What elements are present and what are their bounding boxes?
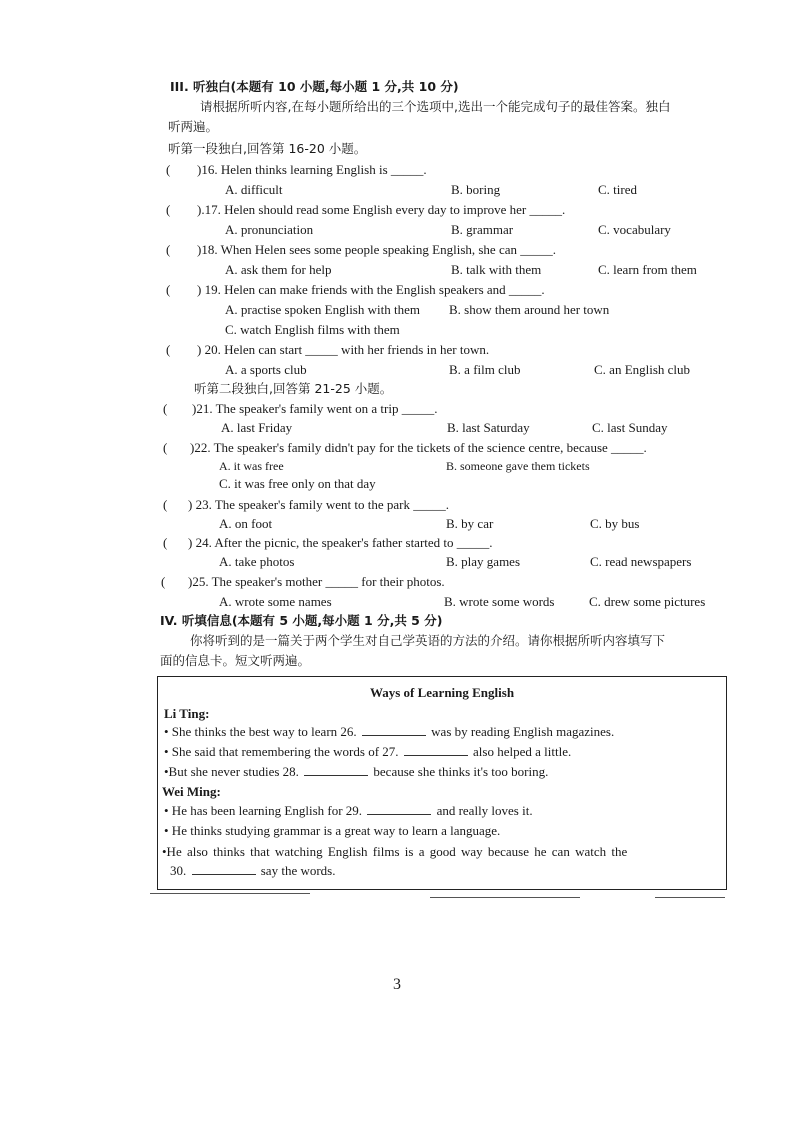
section-4-title: IV. 听填信息(本题有 5 小题,每小题 1 分,共 5 分) bbox=[160, 613, 443, 628]
blank-28[interactable] bbox=[304, 763, 368, 776]
section-4-instruction-cont: 面的信息卡。短文听两遍。 bbox=[160, 653, 311, 668]
option-b: B. by car bbox=[446, 516, 494, 531]
question-text: Helen should read some English every day to improve her _____. bbox=[224, 202, 566, 217]
option-b: B. wrote some words bbox=[444, 594, 555, 609]
question-text: The speaker's mother _____ for their photos. bbox=[211, 574, 445, 589]
part-2-intro: 听第二段独白,回答第 21-25 小题。 bbox=[194, 381, 393, 396]
option-a: A. pronunciation bbox=[225, 222, 314, 237]
question-number: )18. bbox=[197, 242, 218, 257]
option-a: A. it was free bbox=[219, 459, 284, 473]
question-text: Helen can start _____ with her friends in her town. bbox=[224, 342, 490, 357]
option-c: C. tired bbox=[598, 182, 637, 197]
answer-bracket[interactable]: ( bbox=[163, 535, 168, 550]
option-c: C. watch English films with them bbox=[225, 322, 400, 337]
question-number: ) 24. bbox=[188, 535, 212, 550]
question-text: When Helen sees some people speaking English, she can _____. bbox=[220, 242, 556, 257]
blank-29[interactable] bbox=[367, 802, 431, 815]
info-text: also helped a little. bbox=[473, 744, 572, 759]
blank-27[interactable] bbox=[404, 743, 468, 756]
scan-line bbox=[655, 897, 725, 898]
question-number: )16. bbox=[197, 162, 218, 177]
info-text: • She thinks the best way to learn 26. bbox=[164, 724, 357, 739]
option-c: C. read newspapers bbox=[590, 554, 692, 569]
section-3-title: III. 听独白(本题有 10 小题,每小题 1 分,共 10 分) bbox=[170, 79, 459, 94]
option-a: A. last Friday bbox=[221, 420, 293, 435]
option-a: A. wrote some names bbox=[219, 594, 332, 609]
info-line-28 bbox=[164, 763, 548, 781]
info-text: 30. bbox=[170, 863, 187, 878]
question-number: )21. bbox=[192, 401, 213, 416]
option-a: A. on foot bbox=[219, 516, 273, 531]
option-a: A. a sports club bbox=[225, 362, 307, 377]
info-line-27 bbox=[164, 743, 571, 761]
answer-bracket[interactable]: ( bbox=[166, 242, 171, 257]
option-b: B. a film club bbox=[449, 362, 521, 377]
scan-line bbox=[150, 893, 310, 894]
part-1-intro: 听第一段独白,回答第 16-20 小题。 bbox=[168, 141, 367, 156]
option-a: A. ask them for help bbox=[225, 262, 332, 277]
page-number: 3 bbox=[393, 976, 401, 993]
question-text: The speaker's family went to the park _____. bbox=[214, 497, 449, 512]
info-text: was by reading English magazines. bbox=[431, 724, 615, 739]
answer-bracket[interactable]: ( bbox=[163, 401, 168, 416]
section-3-instruction: 请根据所听内容,在每小题所给出的三个选项中,选出一个能完成句子的最佳答案。独白 bbox=[200, 99, 671, 114]
option-c: C. drew some pictures bbox=[589, 594, 706, 609]
option-a: A. take photos bbox=[219, 554, 295, 569]
option-a: A. practise spoken English with them bbox=[225, 302, 420, 317]
option-b: B. last Saturday bbox=[447, 420, 530, 435]
info-line-films: •He also thinks that watching English films is a good way because he can watch the bbox=[162, 844, 628, 859]
option-b: B. play games bbox=[446, 554, 521, 569]
answer-bracket[interactable]: ( bbox=[166, 342, 171, 357]
question-number: )25. bbox=[188, 574, 209, 589]
info-card bbox=[157, 676, 727, 890]
info-text: •But she never studies 28. bbox=[164, 764, 299, 779]
info-text: say the words. bbox=[260, 863, 336, 878]
option-c: C. last Sunday bbox=[592, 420, 668, 435]
option-c: C. it was free only on that day bbox=[219, 476, 376, 491]
scan-line bbox=[430, 897, 580, 898]
option-c: C. learn from them bbox=[598, 262, 697, 277]
option-b: B. talk with them bbox=[451, 262, 542, 277]
answer-bracket[interactable]: ( bbox=[166, 202, 171, 217]
section-4-instruction: 你将听到的是一篇关于两个学生对自己学英语的方法的介绍。请你根据所听内容填写下 bbox=[190, 633, 666, 648]
person-name: Wei Ming: bbox=[162, 784, 221, 799]
option-c: C. vocabulary bbox=[598, 222, 671, 237]
info-line-grammar: • He thinks studying grammar is a great way to learn a language. bbox=[164, 823, 501, 838]
question-number: )22. bbox=[190, 440, 211, 455]
option-b: B. grammar bbox=[451, 222, 514, 237]
info-line-26 bbox=[164, 723, 614, 741]
option-c: C. by bus bbox=[590, 516, 640, 531]
answer-bracket[interactable]: ( bbox=[163, 440, 168, 455]
question-text: After the picnic, the speaker's father started to _____. bbox=[214, 535, 493, 550]
section-3-instruction-cont: 听两遍。 bbox=[168, 119, 219, 134]
info-text: • He has been learning English for 29. bbox=[164, 803, 363, 818]
answer-bracket[interactable]: ( bbox=[161, 574, 166, 589]
option-b: B. show them around her town bbox=[449, 302, 610, 317]
info-text: and really loves it. bbox=[436, 803, 533, 818]
blank-30[interactable] bbox=[192, 862, 256, 875]
question-text: The speaker's family didn't pay for the tickets of the science centre, because _____. bbox=[213, 440, 647, 455]
option-c: C. an English club bbox=[594, 362, 691, 377]
answer-bracket[interactable]: ( bbox=[166, 282, 171, 297]
question-text: The speaker's family went on a trip _____. bbox=[215, 401, 438, 416]
info-line-29 bbox=[164, 802, 533, 820]
question-text: Helen can make friends with the English speakers and _____. bbox=[224, 282, 545, 297]
answer-bracket[interactable]: ( bbox=[163, 497, 168, 512]
question-number: ) 19. bbox=[197, 282, 221, 297]
option-b: B. someone gave them tickets bbox=[446, 459, 590, 473]
question-number: ).17. bbox=[197, 202, 221, 217]
info-text: • She said that remembering the words of 27. bbox=[164, 744, 399, 759]
question-text: Helen thinks learning English is _____. bbox=[220, 162, 427, 177]
option-b: B. boring bbox=[451, 182, 501, 197]
answer-bracket[interactable]: ( bbox=[166, 162, 171, 177]
info-card-title: Ways of Learning English bbox=[369, 685, 515, 700]
option-a: A. difficult bbox=[225, 182, 283, 197]
info-text: because she thinks it's too boring. bbox=[373, 764, 549, 779]
blank-26[interactable] bbox=[362, 723, 426, 736]
person-name: Li Ting: bbox=[164, 706, 210, 721]
question-number: ) 20. bbox=[197, 342, 221, 357]
info-line-30 bbox=[170, 862, 336, 880]
question-number: ) 23. bbox=[188, 497, 212, 512]
